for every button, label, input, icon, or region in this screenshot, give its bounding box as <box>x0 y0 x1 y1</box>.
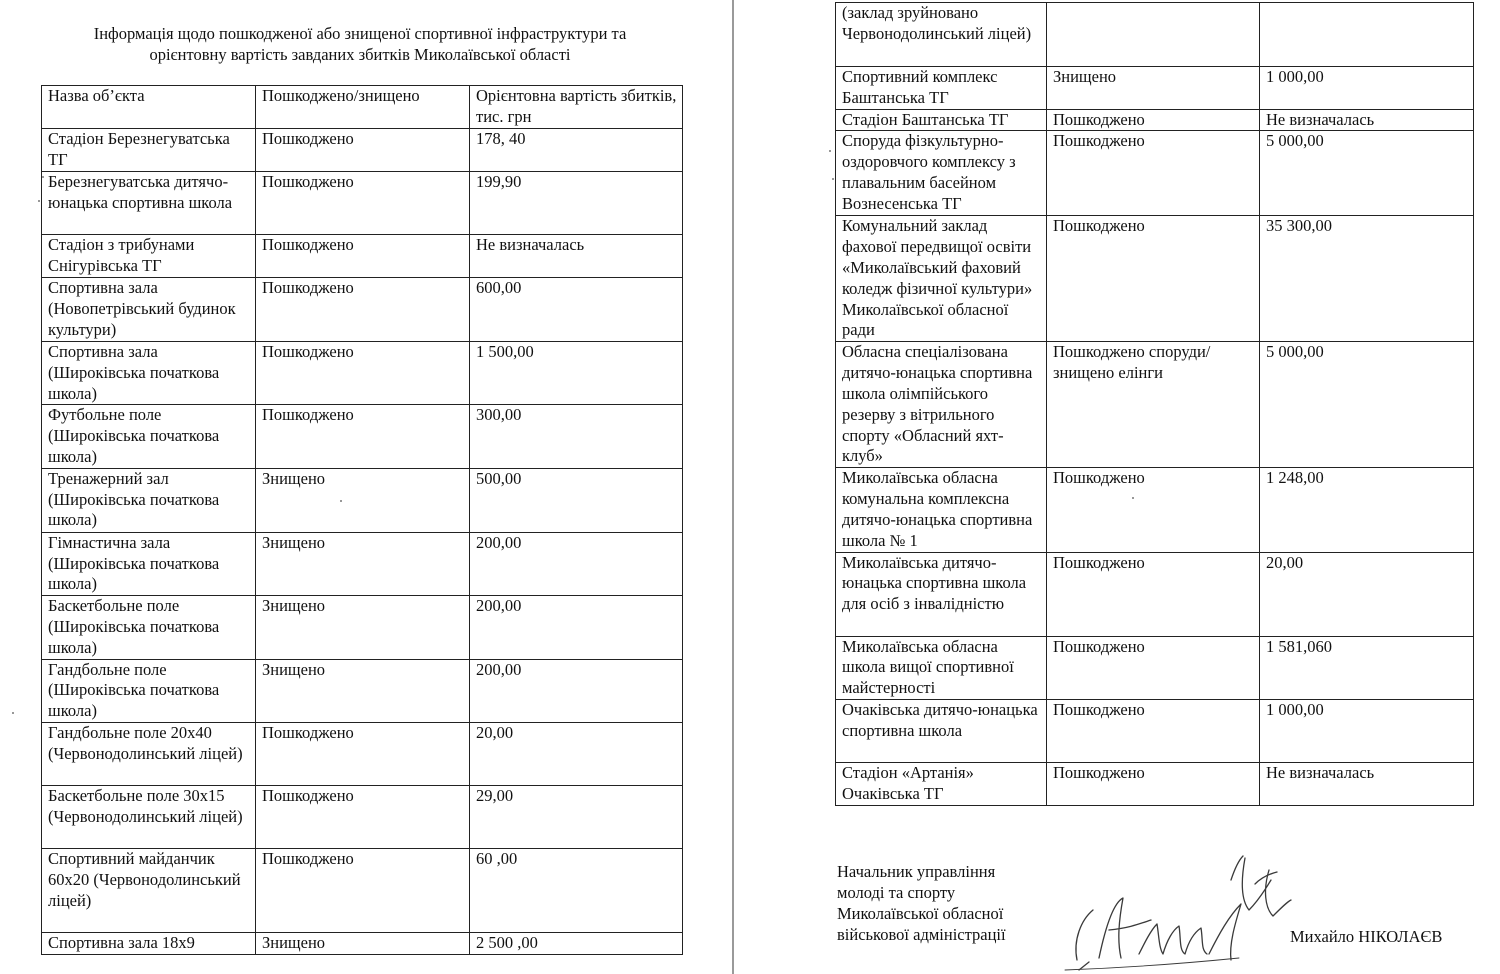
table-row <box>836 216 1474 342</box>
cell-status: Пошкоджено <box>1047 636 1260 699</box>
table-row <box>836 762 1474 805</box>
cell-object-name: Гандбольне поле (Широківська початкова школа) <box>42 659 256 722</box>
cell-object-name: (заклад зруйновано Червонодолинський ліцей) <box>836 3 1047 67</box>
cell-status: Пошкоджено <box>1047 699 1260 762</box>
cell-status: Пошкоджено <box>256 129 470 172</box>
cell-status: Пошкоджено <box>256 785 470 848</box>
table-row <box>42 172 683 235</box>
table-row <box>836 3 1474 67</box>
table-row <box>42 659 683 722</box>
cell-cost: 60 ,00 <box>470 848 683 932</box>
cell-cost: 1 581,060 <box>1260 636 1474 699</box>
cell-cost: 1 000,00 <box>1260 67 1474 110</box>
cell-object-name: Спортивний майданчик 60х20 (Червонодолинський ліцей) <box>42 848 256 932</box>
right-page <box>734 0 1500 974</box>
cell-cost: 2 500 ,00 <box>470 932 683 954</box>
table-row <box>836 131 1474 216</box>
cell-cost: 1 500,00 <box>470 342 683 405</box>
cell-cost: 200,00 <box>470 532 683 595</box>
cell-object-name: Комунальний заклад фахової передвищої освіти «Миколаївський фаховий коледж фізичної культури» Миколаївської обласної ради <box>836 216 1047 342</box>
position-line-4: військової адміністрації <box>837 925 1006 944</box>
table-row <box>836 109 1474 131</box>
cell-cost: 200,00 <box>470 659 683 722</box>
cell-status: Пошкоджено <box>1047 216 1260 342</box>
column-header-status: Пошкоджено/знищено <box>256 86 470 129</box>
cell-object-name: Очаківська дитячо-юнацька спортивна школа <box>836 699 1047 762</box>
scan-speck <box>12 712 14 714</box>
left-page <box>0 0 733 974</box>
position-line-3: Миколаївської обласної <box>837 904 1004 923</box>
table-row <box>42 785 683 848</box>
document-title <box>40 23 680 65</box>
damage-table-left <box>41 85 683 955</box>
cell-status: Знищено <box>256 596 470 659</box>
title-line-2: орієнтовну вартість завданих збитків Миколаївської області <box>149 45 571 64</box>
column-header-name: Назва об’єкта <box>42 86 256 129</box>
cell-object-name: Тренажерний зал (Широківська початкова школа) <box>42 468 256 532</box>
cell-object-name: Баскетбольне поле (Широківська початкова школа) <box>42 596 256 659</box>
cell-status: Пошкоджено <box>256 722 470 785</box>
cell-status: Пошкоджено <box>1047 131 1260 216</box>
signer-name: Михайло НІКОЛАЄВ <box>1290 927 1443 946</box>
cell-object-name: Миколаївська дитячо-юнацька спортивна школа для осіб з інвалідністю <box>836 552 1047 636</box>
cell-cost: 5 000,00 <box>1260 342 1474 468</box>
cell-cost: 300,00 <box>470 405 683 468</box>
table-row <box>42 532 683 595</box>
cell-object-name: Гімнастична зала (Широківська початкова школа) <box>42 532 256 595</box>
table-row <box>42 278 683 342</box>
handwritten-signature <box>1059 850 1304 974</box>
cell-cost: 35 300,00 <box>1260 216 1474 342</box>
cell-cost: 1 248,00 <box>1260 468 1474 552</box>
column-header-cost: Орієнтовна вартість збитків, тис. грн <box>470 86 683 129</box>
cell-object-name: Стадіон Баштанська ТГ <box>836 109 1047 131</box>
cell-object-name: Спортивна зала (Широківська початкова школа) <box>42 342 256 405</box>
table-row <box>836 67 1474 110</box>
damage-table-right <box>835 2 1474 806</box>
cell-object-name: Миколаївська обласна школа вищої спортивної майстерності <box>836 636 1047 699</box>
cell-status: Знищено <box>256 532 470 595</box>
cell-status: Пошкоджено <box>1047 109 1260 131</box>
table-header-row <box>42 86 683 129</box>
cell-cost: Не визначалась <box>1260 109 1474 131</box>
table-row <box>836 468 1474 552</box>
cell-cost: 5 000,00 <box>1260 131 1474 216</box>
cell-cost: 1 000,00 <box>1260 699 1474 762</box>
cell-status: Пошкоджено <box>1047 762 1260 805</box>
cell-object-name: Гандбольне поле 20х40 (Червонодолинський ліцей) <box>42 722 256 785</box>
cell-object-name: Споруда фізкультурно-оздоровчого комплексу з плавальним басейном Вознесенська ТГ <box>836 131 1047 216</box>
cell-cost: 20,00 <box>470 722 683 785</box>
cell-status: Пошкоджено споруди/ знищено елінги <box>1047 342 1260 468</box>
cell-status <box>1047 3 1260 67</box>
cell-object-name: Спортивний комплекс Баштанська ТГ <box>836 67 1047 110</box>
cell-status: Пошкоджено <box>1047 552 1260 636</box>
scan-speck <box>829 150 831 152</box>
cell-cost: 178, 40 <box>470 129 683 172</box>
cell-object-name: Стадіон «Артанія» Очаківська ТГ <box>836 762 1047 805</box>
signatory-position <box>837 861 1006 945</box>
cell-cost: 199,90 <box>470 172 683 235</box>
cell-status: Пошкоджено <box>256 278 470 342</box>
cell-status: Пошкоджено <box>256 172 470 235</box>
position-line-2: молоді та спорту <box>837 883 956 902</box>
scan-speck <box>38 200 40 202</box>
table-row <box>42 468 683 532</box>
cell-object-name: Футбольне поле (Широківська початкова школа) <box>42 405 256 468</box>
cell-status: Пошкоджено <box>256 848 470 932</box>
cell-object-name: Обласна спеціалізована дитячо-юнацька спортивна школа олімпійського резерву з вітрильного спорту «Обласний яхт-клуб» <box>836 342 1047 468</box>
cell-status: Знищено <box>1047 67 1260 110</box>
table-row <box>42 129 683 172</box>
table-row <box>42 932 683 954</box>
cell-status: Пошкоджено <box>1047 468 1260 552</box>
cell-status: Знищено <box>256 659 470 722</box>
cell-object-name: Стадіон з трибунами Снігурівська ТГ <box>42 235 256 278</box>
table-row <box>836 342 1474 468</box>
cell-object-name: Стадіон Березнегуватська ТГ <box>42 129 256 172</box>
cell-status: Знищено <box>256 932 470 954</box>
table-row <box>836 636 1474 699</box>
scan-speck <box>1132 497 1134 499</box>
table-row <box>42 405 683 468</box>
cell-cost: 200,00 <box>470 596 683 659</box>
cell-cost <box>1260 3 1474 67</box>
cell-status: Знищено <box>256 468 470 532</box>
table-row <box>836 699 1474 762</box>
cell-object-name: Миколаївська обласна комунальна комплексна дитячо-юнацька спортивна школа № 1 <box>836 468 1047 552</box>
cell-cost: 600,00 <box>470 278 683 342</box>
cell-object-name: Баскетбольне поле 30х15 (Червонодолинський ліцей) <box>42 785 256 848</box>
position-line-1: Начальник управління <box>837 862 996 881</box>
title-line-1: Інформація щодо пошкодженої або знищеної спортивної інфраструктури та <box>93 24 627 43</box>
table-row <box>42 235 683 278</box>
scan-speck <box>832 178 834 180</box>
cell-cost: 29,00 <box>470 785 683 848</box>
cell-cost: 500,00 <box>470 468 683 532</box>
cell-status: Пошкоджено <box>256 342 470 405</box>
scan-speck <box>340 500 342 502</box>
cell-status: Пошкоджено <box>256 405 470 468</box>
table-row <box>42 596 683 659</box>
scan-speck <box>42 176 44 178</box>
cell-object-name: Березнегуватська дитячо-юнацька спортивна школа <box>42 172 256 235</box>
cell-cost: Не визначалась <box>470 235 683 278</box>
cell-object-name: Спортивна зала (Новопетрівський будинок культури) <box>42 278 256 342</box>
cell-cost: Не визначалась <box>1260 762 1474 805</box>
table-row <box>836 552 1474 636</box>
cell-cost: 20,00 <box>1260 552 1474 636</box>
cell-object-name: Спортивна зала 18х9 <box>42 932 256 954</box>
table-row <box>42 342 683 405</box>
table-row <box>42 848 683 932</box>
cell-status: Пошкоджено <box>256 235 470 278</box>
table-row <box>42 722 683 785</box>
